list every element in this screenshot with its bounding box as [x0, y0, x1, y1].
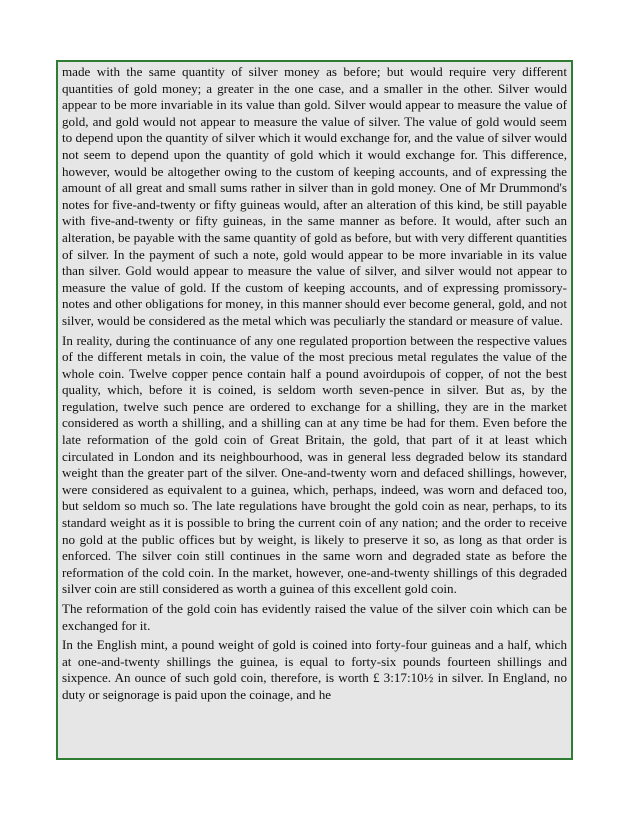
paragraph-3: The reformation of the gold coin has evidently raised the value of the silver coin which can be exchanged for it.	[62, 601, 567, 633]
paragraph-2: In reality, during the continuance of any one regulated proportion between the respective values of the different metals in coin, the value of the most precious metal regulates the value of the whole coin. Twelve copper pence contain half a pound avoirdupois of copper, of not the best quality, which, before it is coined, is seldom worth seven-pence in silver. But as, by the regulation, twelve such pence are ordered to exchange for a shilling, they are in the market considered as worth a shilling, and a shilling can at any time be had for them. Even before the late reformation of the gold coin of Great Britain, the gold, that part of it at least which circulated in London and its neighbourhood, was in general less degraded below its standard weight than the greater part of the silver. One-and-twenty worn and defaced shillings, however, were considered as equivalent to a guinea, which, perhaps, indeed, was worn and defaced too, but seldom so much so. The late regulations have brought the gold coin as near, perhaps, to its standard weight as it is possible to bring the current coin of any nation; and the order to receive no gold at the public offices but by weight, is likely to preserve it so, as long as that order is enforced. The silver coin still continues in the same worn and degraded state as before the reformation of the cold coin. In the market, however, one-and-twenty shillings of this degraded silver coin are still considered as worth a guinea of this excellent gold coin.	[62, 332, 567, 597]
document-page	[56, 60, 573, 760]
paragraph-1: made with the same quantity of silver money as before; but would require very different quantities of gold money; a greater in the one case, and a smaller in the other. Silver would appear to be more invariable in its value than gold. Silver would appear to measure the value of gold, and gold would not appear to measure the value of silver. The value of gold would seem to depend upon the quantity of silver which it would exchange for, and the value of silver would not seem to depend upon the quantity of gold which it would exchange for. This difference, however, would be altogether owing to the custom of keeping accounts, and of expressing the amount of all great and small sums rather in silver than in gold money. One of Mr Drummond's notes for five-and-twenty or fifty guineas would, after an alteration of this kind, be still payable with five-and-twenty or fifty guineas, in the same manner as before. It would, after such an alteration, be payable with the same quantity of gold as before, but with very different quantities of silver. In the payment of such a note, gold would appear to be more invariable in its value than silver. Gold would appear to measure the value of silver, and silver would not appear to measure the value of gold. If the custom of keeping accounts, and of expressing promissory-notes and other obligations for money, in this manner should ever become general, gold, and not silver, would be considered as the metal which was peculiarly the standard or measure of value.	[62, 64, 567, 328]
paragraph-4: In the English mint, a pound weight of gold is coined into forty-four guineas and a half, which at one-and-twenty shillings the guinea, is equal to forty-six pounds fourteen shillings and sixpence. An ounce of such gold coin, therefore, is worth £ 3:17:10½ in silver. In England, no duty or seignorage is paid upon the coinage, and he	[62, 637, 567, 702]
